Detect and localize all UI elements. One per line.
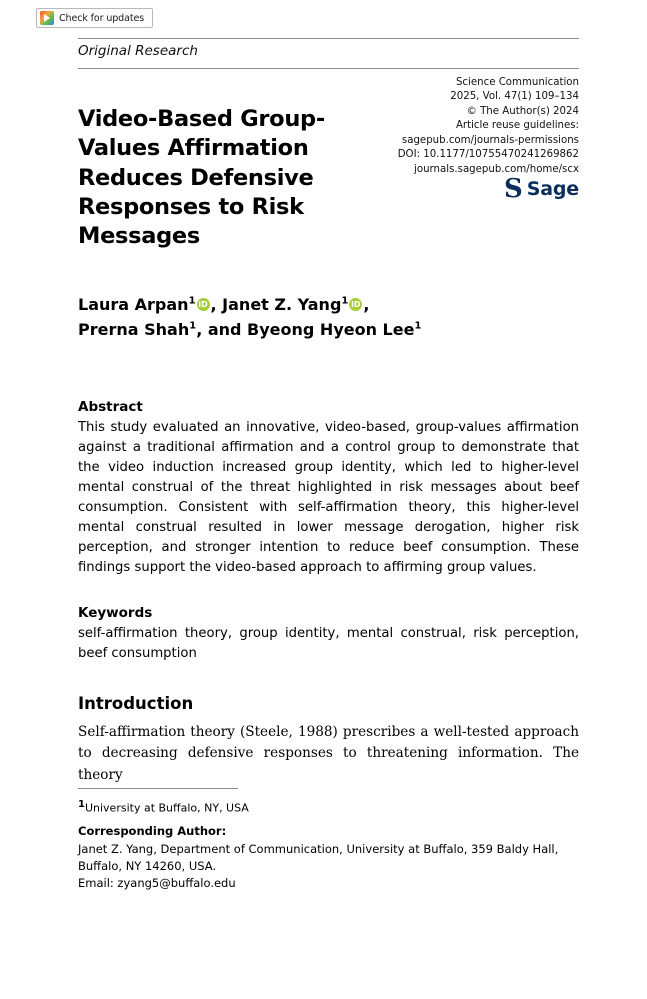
check-for-updates-label: Check for updates [59, 12, 145, 24]
keywords-heading: Keywords [78, 605, 153, 621]
author-list [78, 293, 583, 343]
affiliation-marker: 1 [78, 799, 85, 810]
orcid-icon[interactable] [349, 298, 362, 311]
journal-meta [349, 76, 579, 177]
introduction-heading: Introduction [78, 694, 194, 713]
author-name-arpan: Laura Arpan [78, 295, 189, 314]
affiliation-note [78, 798, 579, 817]
abstract-text: This study evaluated an innovative, video-based, group-values affirmation against a traditional affirmation and a control group to demonstrate that the video induction increased group identity, which led to higher-level mental construal of the threat highlighted in risk messages about beef consumption. Consistent with self-affirmation theory, this higher-level mental construal resulted in lower message derogation, higher risk perception, and stronger intention to reduce beef consumption. These findings support the video-based approach to affirming group values. [78, 420, 579, 576]
article-type-label: Original Research [78, 43, 198, 59]
header-rule-bottom [78, 68, 579, 69]
journal-home-link[interactable]: journals.sagepub.com/home/scx [414, 163, 579, 175]
author-affil-marker: 1 [188, 295, 196, 307]
sage-mark-icon: S [504, 174, 523, 204]
crossmark-icon [40, 11, 54, 25]
corresponding-author-heading: Corresponding Author: [78, 824, 227, 838]
author-name-lee: , and Byeong Hyeon Lee [196, 319, 415, 339]
affiliation-text: University at Buffalo, NY, USA [84, 801, 249, 815]
corresponding-author-address: Janet Z. Yang, Department of Communication, University at Buffalo, 359 Baldy Hall, Buffalo, NY 14260, USA. [78, 842, 559, 874]
corresponding-author-email[interactable]: Email: zyang5@buffalo.edu [78, 876, 236, 890]
sage-wordmark: Sage [526, 178, 579, 200]
author-line-2 [78, 318, 583, 343]
keywords-text: self-affirmation theory, group identity, mental construal, risk perception, beef consumption [78, 626, 579, 662]
reuse-guidelines-label: Article reuse guidelines: [455, 120, 579, 132]
abstract-heading: Abstract [78, 399, 143, 415]
journal-volume: 2025, Vol. 47(1) 109–134 [450, 91, 579, 103]
permissions-link[interactable]: sagepub.com/journals-permissions [401, 134, 579, 146]
footnote-rule [78, 788, 238, 789]
page-title: Video-Based Group-Values Affirmation Reduces Defensive Responses to Risk Messages [78, 106, 325, 250]
header-rule-top [78, 38, 579, 39]
journal-copyright: © The Author(s) 2024 [466, 105, 579, 117]
introduction-text: Self-affirmation theory (Steele, 1988) prescribes a well-tested approach to decreasing defensive responses to threatening information. The theory [78, 724, 579, 783]
author-affil-marker: 1 [189, 320, 197, 332]
author-name-shah: Prerna Shah [78, 319, 190, 339]
author-name-yang: , Janet Z. Yang [210, 295, 342, 314]
journal-name: Science Communication [455, 77, 579, 88]
author-affil-marker: 1 [414, 320, 422, 332]
sage-logo [504, 176, 579, 202]
author-line-1-tail: , [363, 295, 370, 314]
check-for-updates-badge[interactable] [36, 8, 153, 28]
author-affil-marker: 1 [341, 295, 349, 307]
author-line-1 [78, 293, 583, 318]
doi-text[interactable]: DOI: 10.1177/10755470241269862 [397, 149, 579, 161]
orcid-icon[interactable] [197, 298, 210, 311]
